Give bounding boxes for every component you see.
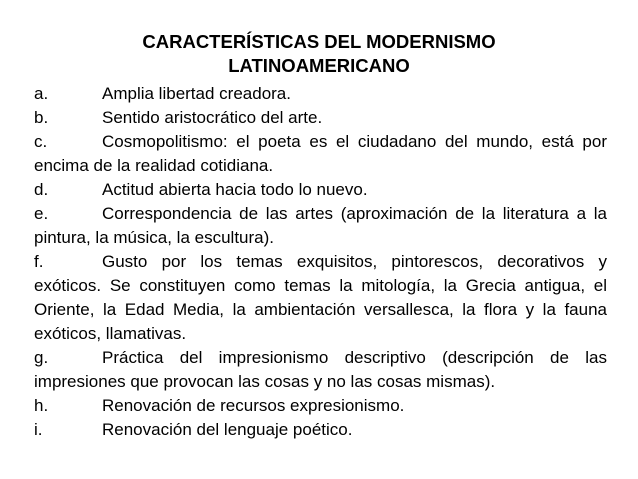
list-item-e: [34, 202, 607, 250]
item-letter: f.: [34, 252, 44, 271]
characteristics-list: [34, 82, 607, 442]
item-text: Gusto por los temas exquisitos, pintorescos, decorativos y exóticos. Se constituyen como temas la mitología, la Grecia antigua, el Oriente, la Edad Media, la ambientación versallesca, la flora y la fauna exóticos, llamativas.: [34, 252, 607, 343]
item-letter: i.: [34, 420, 43, 439]
item-text: Actitud abierta hacia todo lo nuevo.: [102, 180, 368, 199]
item-text: Sentido aristocrático del arte.: [102, 108, 323, 127]
list-item-f: [34, 250, 607, 346]
item-letter: a.: [34, 84, 49, 103]
item-text: Renovación de recursos expresionismo.: [102, 396, 405, 415]
item-text: Renovación del lenguaje poético.: [102, 420, 353, 439]
item-text: Correspondencia de las artes (aproximación de la literatura a la pintura, la música, la escultura).: [34, 204, 607, 247]
item-text: Práctica del impresionismo descriptivo (descripción de las impresiones que provocan las cosas y no las cosas mismas).: [34, 348, 607, 391]
item-letter: e.: [34, 204, 49, 223]
list-item-h: [34, 394, 607, 418]
item-letter: h.: [34, 396, 49, 415]
item-letter: b.: [34, 108, 49, 127]
list-item-c: [34, 130, 607, 178]
list-item-a: [34, 82, 607, 106]
item-text: Amplia libertad creadora.: [102, 84, 291, 103]
list-item-g: [34, 346, 607, 394]
slide-title: [30, 30, 608, 78]
item-text: Cosmopolitismo: el poeta es el ciudadano del mundo, está por encima de la realidad cotidiana.: [34, 132, 607, 175]
list-item-d: [34, 178, 607, 202]
item-letter: g.: [34, 348, 49, 367]
list-item-b: [34, 106, 607, 130]
item-letter: c.: [34, 132, 48, 151]
title-line-2: LATINOAMERICANO: [228, 55, 410, 76]
item-letter: d.: [34, 180, 49, 199]
title-line-1: CARACTERÍSTICAS DEL MODERNISMO: [142, 31, 496, 52]
list-item-i: [34, 418, 607, 442]
